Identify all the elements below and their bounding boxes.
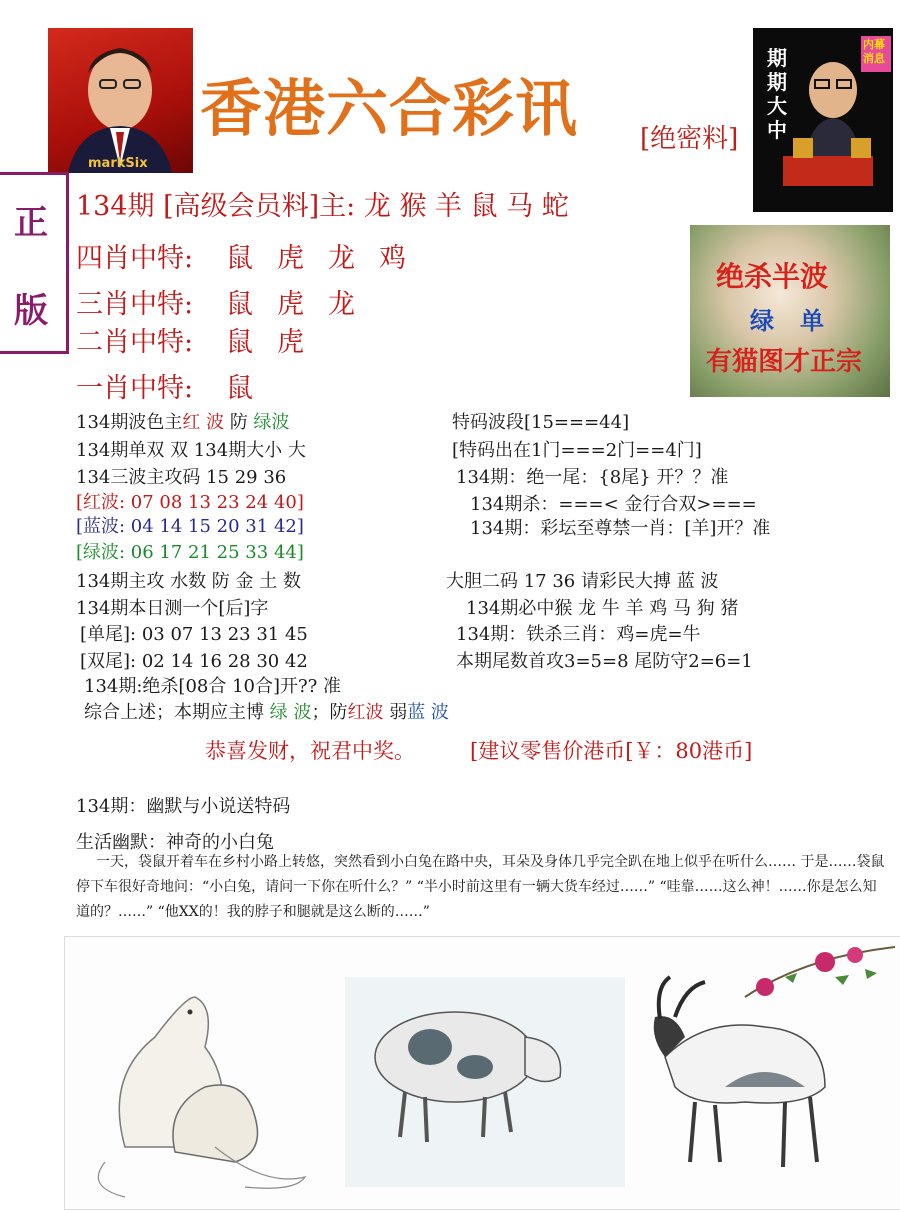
prediction-label: 二肖中特: [76,327,194,358]
summary-weak: 弱 [383,702,408,723]
mascot-banner: 期期大中 [767,46,787,142]
segment-line: 特码波段[15===44] [452,412,630,433]
cat-box-wave: 绿单 [750,307,850,335]
badge-char-2: 版 [14,291,48,331]
cat-box-title: 绝杀半波 [716,260,829,293]
five-kill-line: 134期杀：===< 金行合双>=== [470,494,757,515]
forum-ban-line: 134期：彩坛至尊禁一肖：[羊]开？准 [470,518,771,539]
wave-main-mid: 防 [224,412,254,433]
prediction-label: 一肖中特: [76,373,194,404]
summary-green: 绿 波 [269,702,312,723]
story-subtitle: 生活幽默：神奇的小白兔 [76,832,274,853]
summary-mid: ；防 [311,702,348,723]
story-body: 一天，袋鼠开着车在乡村小路上转悠，突然看到小白兔在路中央，耳朵及身体几乎完全趴在地上似乎在听什么…… 于是……袋鼠停下车很好奇地问：“小白兔，请问一下你在听什么？” “半小时前这里有一辆大货车经过……” “哇靠……这么神！……你是怎么知道的？……” “他XX的！我的脖子和腿就是这么断的……” [76,854,885,920]
mascot-sign: 内幕消息 [863,38,885,65]
odd-even-line: 134期单双 双 134期大小 大 [76,440,306,461]
wave-main-red: 红 波 [182,412,225,433]
rat-illustration [98,997,305,1197]
prediction-row [76,320,328,359]
mascot-image [753,28,893,212]
summary-line [84,698,449,724]
single-tail-line: [单尾]: 03 07 13 23 31 45 [80,624,308,645]
half-wave-kill-box [690,225,890,397]
pig-illustration [345,977,625,1187]
blue-wave-line: [蓝波: 04 14 15 20 31 42] [76,516,304,537]
wave-main-line [76,408,290,434]
prediction-label: 三肖中特: [76,289,194,320]
tail-attack-line: 本期尾数首攻3=5=8 尾防守2=6=1 [456,651,753,672]
double-tail-line: [双尾]: 02 14 16 28 30 42 [80,651,308,672]
kill-combo-line: 134期:绝杀[08合 10合]开?? 准 [84,676,342,697]
prediction-values: 鼠虎 [226,327,328,358]
must-win-line: 134期必中猴 龙 牛 羊 鸡 马 狗 猪 [466,598,739,619]
official-badge [0,172,69,354]
tail-kill-line: 134期：绝一尾：{8尾} 开？？准 [456,467,729,488]
title-tag: [绝密料] [640,124,739,154]
goat-illustration [654,947,895,1167]
summary-red: 红波 [347,702,384,723]
prediction-row [76,282,379,321]
prediction-values: 鼠虎龙鸡 [226,243,430,274]
three-wave-line: 134三波主攻码 15 29 36 [76,467,287,488]
main-attack-line: 134期主攻 水数 防 金 土 数 [76,571,301,592]
prediction-row [76,236,430,275]
main-members-line: 134期 [高级会员料]主: 龙 猴 羊 鼠 马 蛇 [76,191,569,222]
green-wave-line: [绿波: 06 17 21 25 33 44] [76,542,304,563]
prediction-values: 鼠虎龙 [226,289,379,320]
congrats-text: 恭喜发财，祝君中奖。 [205,739,415,763]
cat-box-note: 有猫图才正宗 [706,347,863,377]
iron-kill-line: 134期：铁杀三肖：鸡=虎=牛 [456,624,701,645]
bold-two-line: 大胆二码 17 36 请彩民大搏 蓝 波 [446,571,719,592]
badge-char-1: 正 [14,203,48,243]
host-photo [48,28,193,173]
door-line: [特码出在1门===2门==4门] [452,440,702,461]
red-wave-line: [红波: 07 08 13 23 24 40] [76,492,304,513]
summary-prefix: 综合上述；本期应主博 [84,702,270,723]
summary-blue: 蓝 波 [407,702,449,723]
marksix-logo: markSix [88,156,148,171]
page-title: 香港六合彩讯 [200,72,579,145]
story-heading: 134期：幽默与小说送特码 [76,796,291,817]
daily-char-line: 134期本日测一个[后]字 [76,598,269,619]
wave-main-green: 绿波 [253,412,290,433]
prediction-row [76,366,277,405]
prediction-values: 鼠 [226,373,277,404]
price-text: [建议零售价港币[￥：80港币] [470,739,753,763]
zodiac-illustrations [64,936,900,1210]
prediction-label: 四肖中特: [76,243,194,274]
wave-main-prefix: 134期波色主 [76,412,183,433]
